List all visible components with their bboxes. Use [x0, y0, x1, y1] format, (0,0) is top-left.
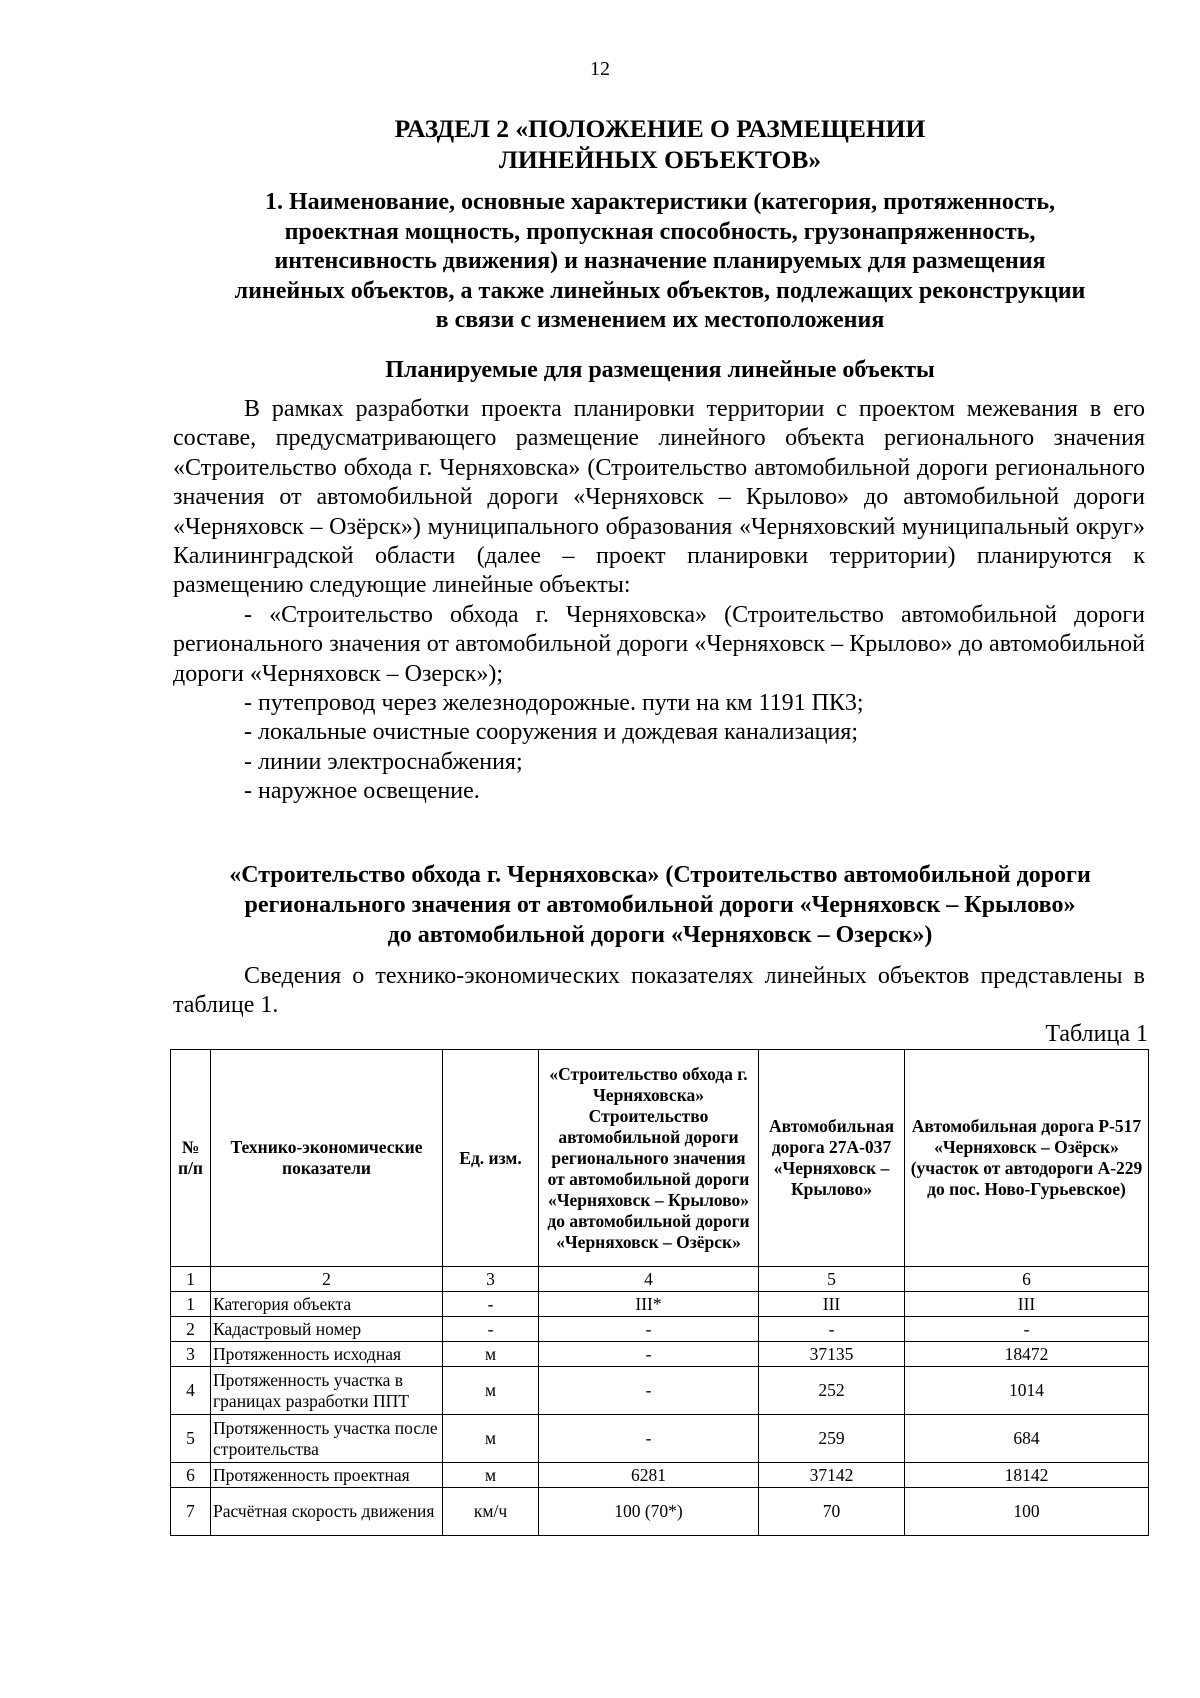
list-item: - локальные очистные сооружения и дождевая канализация; — [244, 719, 859, 746]
cell-indicator: Протяженность проектная — [211, 1463, 443, 1488]
cell-number: 5 — [171, 1415, 211, 1463]
subsection-title-line: 1. Наименование, основные характеристики (категория, протяженность, — [264, 189, 1056, 215]
column-number: 2 — [211, 1267, 443, 1292]
cell-value: - — [539, 1367, 759, 1415]
summary-section — [173, 962, 1145, 1021]
road-object-heading — [170, 860, 1150, 950]
cell-value: III — [905, 1292, 1149, 1317]
section-title-line: ЛИНЕЙНЫХ ОБЪЕКТОВ» — [498, 145, 822, 174]
planned-objects-heading: Планируемые для размещения линейные объекты — [385, 357, 935, 383]
cell-number: 1 — [171, 1292, 211, 1317]
subsection-title — [170, 188, 1150, 336]
cell-indicator: Протяженность исходная — [211, 1342, 443, 1367]
table-row — [171, 1488, 1149, 1536]
cell-number: 4 — [171, 1367, 211, 1415]
cell-value: - — [759, 1317, 905, 1342]
header-road-p-517: Автомобильная дорога Р-517 «Черняховск – Озёрск» (участок от автодороги А-229 до пос. Ново-Гурьевское) — [905, 1050, 1149, 1267]
list-item: - наружное освещение. — [244, 778, 480, 805]
column-number: 5 — [759, 1267, 905, 1292]
cell-unit: м — [443, 1342, 539, 1367]
cell-value: - — [539, 1342, 759, 1367]
table-row — [171, 1342, 1149, 1367]
table-row — [171, 1463, 1149, 1488]
header-indicator: Технико-экономические показатели — [211, 1050, 443, 1267]
cell-unit: - — [443, 1292, 539, 1317]
table-row — [171, 1292, 1149, 1317]
header-unit: Ед. изм. — [443, 1050, 539, 1267]
cell-indicator: Категория объекта — [211, 1292, 443, 1317]
cell-value: 37135 — [759, 1342, 905, 1367]
column-number: 6 — [905, 1267, 1149, 1292]
header-bypass-road: «Строительство обхода г. Черняховска» Строительство автомобильной дороги регионального значения от автомобильной дороги «Черняховск – Крылово» до автомобильной дороги «Черняховск – Озёрск» — [539, 1050, 759, 1267]
intro-section — [173, 395, 1145, 807]
cell-value: 6281 — [539, 1463, 759, 1488]
header-number: № п/п — [171, 1050, 211, 1267]
cell-number: 7 — [171, 1488, 211, 1536]
table-row — [171, 1367, 1149, 1415]
column-number: 3 — [443, 1267, 539, 1292]
subsection-title-line: в связи с изменением их местоположения — [435, 307, 885, 333]
cell-value: 100 — [905, 1488, 1149, 1536]
cell-value: 70 — [759, 1488, 905, 1536]
table-header-row — [171, 1050, 1149, 1267]
column-number: 1 — [171, 1267, 211, 1292]
summary-paragraph: Сведения о технико-экономических показателях линейных объектов представлены в таблице 1. — [173, 963, 1145, 1019]
section-title — [170, 113, 1150, 175]
road-heading-line: «Строительство обхода г. Черняховска» (Строительство автомобильной дороги — [229, 862, 1091, 888]
indicators-table — [170, 1049, 1149, 1536]
cell-value: 18472 — [905, 1342, 1149, 1367]
cell-value: - — [539, 1415, 759, 1463]
table-caption: Таблица 1 — [1045, 1021, 1148, 1047]
intro-paragraph: В рамках разработки проекта планировки территории с проектом межевания в его составе, предусматривающего размещение линейного объекта регионального значения «Строительство обхода г. Черняховска» (Строительство автомобильной дороги регионального значения от автомобильной дороги «Черняховск – Крылово» до автомобильной дороги «Черняховск – Озёрск») муниципального образования «Черняховский муниципальный округ» Калининградской области (далее – проект планировки территории) планируются к размещению следующие линейные объекты: — [173, 396, 1145, 599]
cell-value: - — [905, 1317, 1149, 1342]
cell-unit: м — [443, 1463, 539, 1488]
cell-unit: м — [443, 1367, 539, 1415]
table-row — [171, 1415, 1149, 1463]
cell-value: III* — [539, 1292, 759, 1317]
cell-value: 37142 — [759, 1463, 905, 1488]
cell-indicator: Протяженность участка в границах разработки ППТ — [211, 1367, 443, 1415]
cell-value: 1014 — [905, 1367, 1149, 1415]
page-number: 12 — [590, 58, 610, 80]
cell-indicator: Протяженность участка после строительства — [211, 1415, 443, 1463]
section-title-line: РАЗДЕЛ 2 «ПОЛОЖЕНИЕ О РАЗМЕЩЕНИИ — [394, 114, 926, 143]
table-row — [171, 1317, 1149, 1342]
cell-value: 252 — [759, 1367, 905, 1415]
cell-value: 259 — [759, 1415, 905, 1463]
cell-number: 2 — [171, 1317, 211, 1342]
cell-unit: - — [443, 1317, 539, 1342]
cell-value: III — [759, 1292, 905, 1317]
subsection-title-line: линейных объектов, а также линейных объектов, подлежащих реконструкции — [234, 277, 1086, 304]
subsection-title-line: проектная мощность, пропускная способность, грузонапряженность, — [284, 218, 1036, 245]
list-item: - линии электроснабжения; — [244, 748, 523, 775]
cell-indicator: Расчётная скорость движения — [211, 1488, 443, 1536]
cell-indicator: Кадастровый номер — [211, 1317, 443, 1342]
cell-unit: м — [443, 1415, 539, 1463]
list-item: - «Строительство обхода г. Черняховска» (Строительство автомобильной дороги регионального значения от автомобильной дороги «Черняховск – Крылово» до автомобильной дороги «Черняховск – Озерск»); — [173, 601, 1145, 687]
list-item: - путепровод через железнодорожные. пути на км 1191 ПК3; — [244, 690, 864, 717]
header-road-27a-037: Автомобильная дорога 27А-037 «Черняховск – Крылово» — [759, 1050, 905, 1267]
subsection-title-line: интенсивность движения) и назначение планируемых для размещения — [274, 248, 1046, 274]
road-heading-line: регионального значения от автомобильной дороги «Черняховск – Крылово» — [244, 892, 1076, 918]
cell-value: 684 — [905, 1415, 1149, 1463]
cell-value: - — [539, 1317, 759, 1342]
cell-value: 100 (70*) — [539, 1488, 759, 1536]
cell-unit: км/ч — [443, 1488, 539, 1536]
cell-number: 3 — [171, 1342, 211, 1367]
cell-number: 6 — [171, 1463, 211, 1488]
column-number: 4 — [539, 1267, 759, 1292]
road-heading-line: до автомобильной дороги «Черняховск – Озерск») — [387, 922, 933, 948]
column-number-row — [171, 1267, 1149, 1292]
cell-value: 18142 — [905, 1463, 1149, 1488]
